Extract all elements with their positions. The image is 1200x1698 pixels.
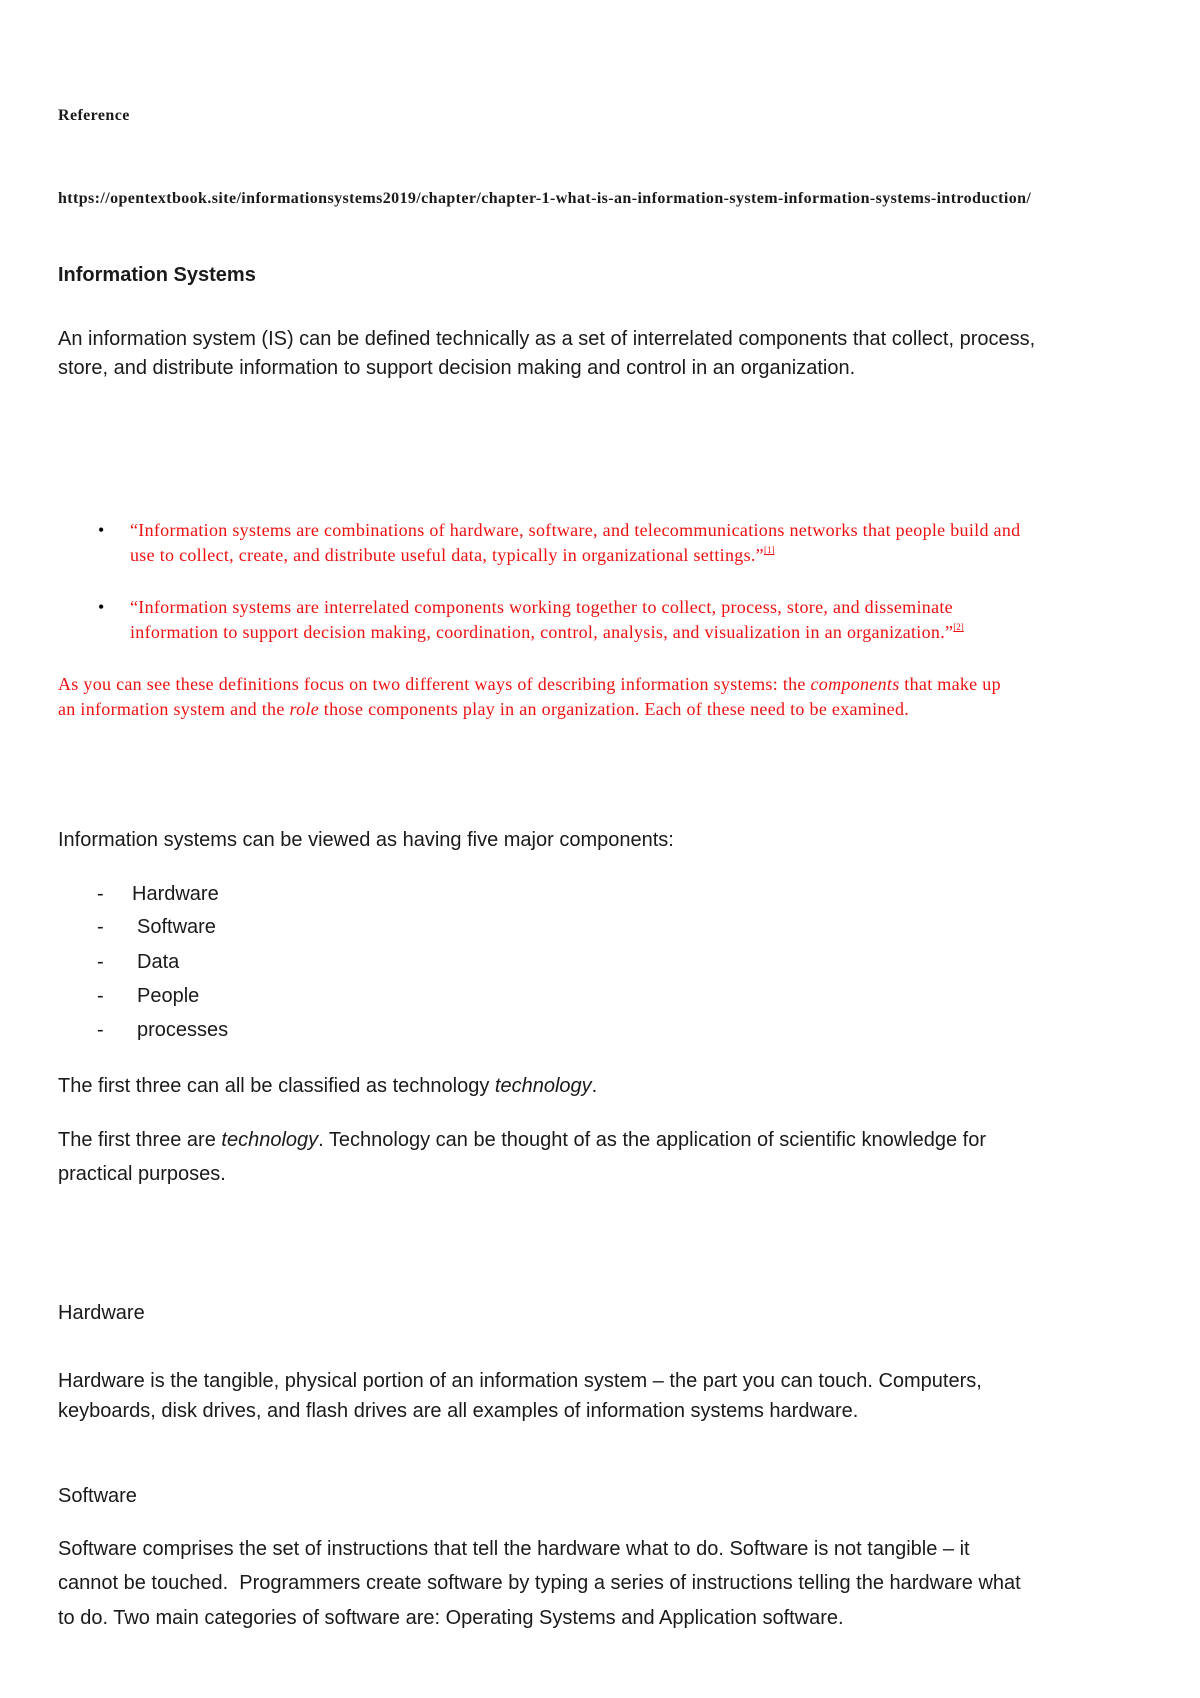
quote-text: use to collect, create, and distribute useful data, typically in organizational settings.” bbox=[130, 545, 764, 565]
section-heading-hardware: Hardware bbox=[58, 1302, 145, 1324]
quote-text: information to support decision making, coordination, control, analysis, and visualization in an organization.” bbox=[130, 622, 954, 642]
italic-term: role bbox=[289, 699, 319, 719]
italic-term: technology bbox=[221, 1129, 319, 1151]
text-segment: As you can see these definitions focus on two different ways of describing information systems: the bbox=[58, 674, 811, 694]
quote-line: “Information systems are combinations of hardware, software, and telecommunications networks that people build and bbox=[130, 520, 1021, 540]
text-segment: The first three are bbox=[58, 1129, 222, 1151]
list-item: Data bbox=[137, 951, 180, 973]
footnote-link[interactable]: [1] bbox=[763, 545, 775, 555]
classification-line bbox=[58, 1074, 597, 1098]
software-line: Software comprises the set of instructions that tell the hardware what to do. Software is not tangible – it bbox=[58, 1538, 970, 1560]
list-item: Hardware bbox=[132, 883, 219, 905]
red-paragraph-line bbox=[58, 698, 909, 720]
technology-line bbox=[58, 1128, 986, 1152]
page-title: Information Systems bbox=[58, 264, 256, 286]
hardware-line: keyboards, disk drives, and flash drives are all examples of information systems hardware. bbox=[58, 1400, 859, 1422]
software-line: cannot be touched. Programmers create software by typing a series of instructions telling the hardware what bbox=[58, 1572, 1021, 1594]
quote-line: “Information systems are interrelated components working together to collect, process, store, and disseminate bbox=[130, 597, 953, 617]
definition-line: An information system (IS) can be defined technically as a set of interrelated components that collect, process, bbox=[58, 328, 1036, 350]
definition-line: store, and distribute information to support decision making and control in an organization. bbox=[58, 357, 856, 379]
list-marker: - bbox=[97, 951, 104, 973]
reference-url[interactable]: https://opentextbook.site/informationsystems2019/chapter/chapter-1-what-is-an-information-system-information-systems-introduction/ bbox=[58, 190, 1032, 207]
components-intro: Information systems can be viewed as having five major components: bbox=[58, 829, 674, 851]
list-marker: - bbox=[97, 1019, 104, 1041]
footnote-link[interactable]: [2] bbox=[953, 622, 964, 632]
text-segment: . Technology can be thought of as the application of scientific knowledge for bbox=[318, 1129, 986, 1151]
quote-line bbox=[130, 621, 964, 643]
red-paragraph-line bbox=[58, 673, 1001, 695]
text-segment: an information system and the bbox=[58, 699, 290, 719]
list-marker: - bbox=[97, 916, 104, 938]
technology-line: practical purposes. bbox=[58, 1163, 226, 1185]
list-marker: - bbox=[97, 985, 104, 1007]
section-heading-software: Software bbox=[58, 1485, 137, 1507]
italic-term: technology bbox=[494, 1075, 592, 1097]
hardware-line: Hardware is the tangible, physical portion of an information system – the part you can touch. Computers, bbox=[58, 1370, 982, 1392]
list-item: People bbox=[137, 985, 200, 1007]
list-item: processes bbox=[137, 1019, 229, 1041]
bullet-marker: • bbox=[98, 597, 105, 617]
quote-line bbox=[130, 544, 774, 566]
bullet-marker: • bbox=[98, 520, 105, 540]
text-segment: . bbox=[591, 1075, 598, 1097]
list-marker: - bbox=[97, 883, 104, 905]
italic-term: components bbox=[810, 674, 900, 694]
text-segment: The first three can all be classified as technology bbox=[58, 1075, 495, 1097]
software-line: to do. Two main categories of software are: Operating Systems and Application software. bbox=[58, 1607, 844, 1629]
reference-label: Reference bbox=[58, 107, 130, 124]
text-segment: that make up bbox=[899, 674, 1001, 694]
list-item: Software bbox=[137, 916, 216, 938]
text-segment: those components play in an organization. Each of these need to be examined. bbox=[318, 699, 910, 719]
